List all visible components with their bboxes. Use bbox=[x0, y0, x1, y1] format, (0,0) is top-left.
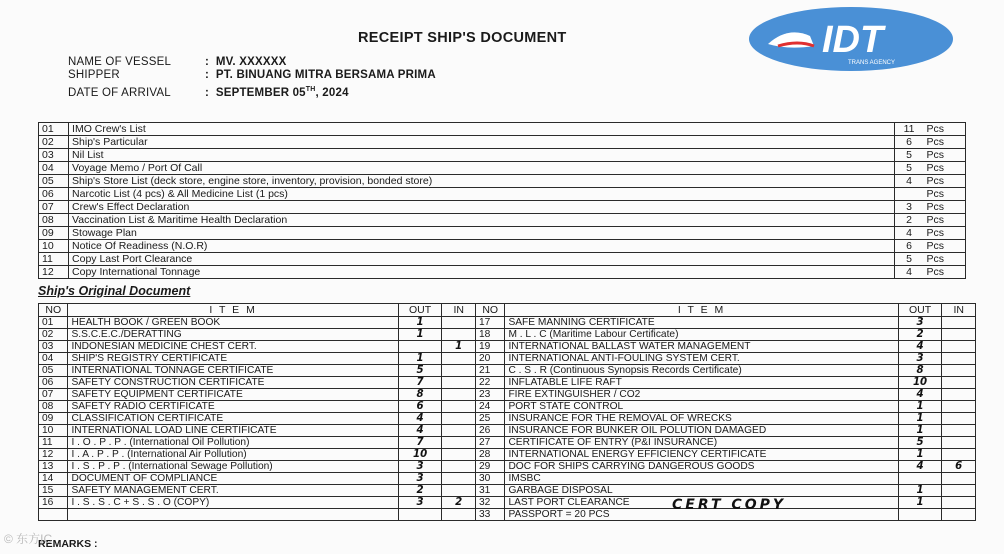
row-in-2 bbox=[942, 473, 976, 485]
row-in bbox=[442, 473, 476, 485]
row-in-2 bbox=[942, 341, 976, 353]
row-item-2: FIRE EXTINGUISHER / CO2 bbox=[505, 389, 898, 401]
row-in bbox=[442, 353, 476, 365]
original-doc-row bbox=[39, 449, 976, 461]
row-out-2: 4 bbox=[898, 461, 942, 473]
row-item bbox=[68, 509, 398, 521]
row-item-2: LAST PORT CLEARANCE bbox=[505, 497, 898, 509]
row-no-2: 26 bbox=[475, 425, 504, 437]
row-out: 1 bbox=[398, 353, 442, 365]
row-out-2: 5 bbox=[898, 437, 942, 449]
row-no: 11 bbox=[39, 437, 68, 449]
row-qty: 6 bbox=[894, 240, 924, 253]
row-item-2: INSURANCE FOR THE REMOVAL OF WRECKS bbox=[505, 413, 898, 425]
crew-doc-row bbox=[39, 266, 966, 279]
row-no-2: 30 bbox=[475, 473, 504, 485]
row-out-2: 1 bbox=[898, 401, 942, 413]
row-no-2: 21 bbox=[475, 365, 504, 377]
vessel-label: NAME OF VESSEL bbox=[68, 56, 172, 68]
row-out: 2 bbox=[398, 485, 442, 497]
row-no: 03 bbox=[39, 341, 68, 353]
original-doc-row bbox=[39, 497, 976, 509]
row-unit: Pcs bbox=[924, 266, 966, 279]
row-out-2: 1 bbox=[898, 413, 942, 425]
row-out-2: 1 bbox=[898, 485, 942, 497]
arrival-value: SEPTEMBER 05TH, 2024 bbox=[215, 86, 349, 99]
row-item: Notice Of Readiness (N.O.R) bbox=[69, 240, 894, 253]
original-doc-row bbox=[39, 317, 976, 329]
row-no: 10 bbox=[39, 425, 68, 437]
original-doc-row bbox=[39, 329, 976, 341]
row-in-2 bbox=[942, 425, 976, 437]
col-item: I T E M bbox=[68, 304, 398, 317]
crew-doc-row bbox=[39, 253, 966, 266]
row-out: 1 bbox=[398, 329, 442, 341]
col-out: OUT bbox=[398, 304, 442, 317]
row-no-2: 32 bbox=[475, 497, 504, 509]
original-doc-row bbox=[39, 365, 976, 377]
watermark: © 东方IC bbox=[4, 532, 53, 546]
row-out-2: 1 bbox=[898, 497, 942, 509]
row-no: 01 bbox=[39, 317, 68, 329]
row-out: 3 bbox=[398, 461, 442, 473]
row-unit: Pcs bbox=[924, 240, 966, 253]
row-qty: 3 bbox=[894, 201, 924, 214]
crew-doc-row bbox=[39, 123, 966, 136]
row-item-2: GARBAGE DISPOSAL bbox=[505, 485, 898, 497]
row-no: 08 bbox=[39, 214, 69, 227]
row-unit: Pcs bbox=[924, 162, 966, 175]
col-in: IN bbox=[442, 304, 476, 317]
page-title: RECEIPT SHIP'S DOCUMENT bbox=[358, 30, 567, 46]
row-no: 12 bbox=[39, 266, 69, 279]
row-qty: 5 bbox=[894, 253, 924, 266]
row-in bbox=[442, 437, 476, 449]
row-item: Voyage Memo / Port Of Call bbox=[69, 162, 894, 175]
row-in-2 bbox=[942, 401, 976, 413]
row-in bbox=[442, 413, 476, 425]
original-doc-row bbox=[39, 461, 976, 473]
row-no: 04 bbox=[39, 162, 69, 175]
row-item-2: INSURANCE FOR BUNKER OIL POLUTION DAMAGED bbox=[505, 425, 898, 437]
original-docs-title: Ship's Original Document bbox=[38, 284, 191, 298]
row-no: 02 bbox=[39, 136, 69, 149]
row-item: SAFETY RADIO CERTIFICATE bbox=[68, 401, 398, 413]
row-in bbox=[442, 461, 476, 473]
crew-doc-row bbox=[39, 227, 966, 240]
row-out-2: 1 bbox=[898, 425, 942, 437]
shipper-line: SHIPPER : PT. BINUANG MITRA BERSAMA PRIMA bbox=[68, 69, 436, 81]
row-item-2: IMSBC bbox=[505, 473, 898, 485]
original-doc-row bbox=[39, 401, 976, 413]
row-out: 10 bbox=[398, 449, 442, 461]
row-in: 2 bbox=[442, 497, 476, 509]
row-out: 3 bbox=[398, 497, 442, 509]
original-doc-row bbox=[39, 473, 976, 485]
arrival-label: DATE OF ARRIVAL bbox=[68, 86, 171, 99]
row-no-2: 28 bbox=[475, 449, 504, 461]
row-in bbox=[442, 329, 476, 341]
row-unit: Pcs bbox=[924, 175, 966, 188]
row-unit: Pcs bbox=[924, 253, 966, 266]
row-item: I . O . P . P . (International Oil Pollution) bbox=[68, 437, 398, 449]
row-unit: Pcs bbox=[924, 188, 966, 201]
crew-documents-table bbox=[38, 122, 966, 279]
row-qty: 5 bbox=[894, 149, 924, 162]
row-item: Copy Last Port Clearance bbox=[69, 253, 894, 266]
row-item: SAFETY CONSTRUCTION CERTIFICATE bbox=[68, 377, 398, 389]
row-item-2: M . L . C (Maritime Labour Certificate) bbox=[505, 329, 898, 341]
row-out-2: 8 bbox=[898, 365, 942, 377]
row-item: Nil List bbox=[69, 149, 894, 162]
row-no: 07 bbox=[39, 389, 68, 401]
row-in bbox=[442, 377, 476, 389]
original-doc-row bbox=[39, 509, 976, 521]
arrival-line: DATE OF ARRIVAL : SEPTEMBER 05TH, 2024 bbox=[68, 86, 349, 99]
row-out bbox=[398, 341, 442, 353]
row-unit: Pcs bbox=[924, 123, 966, 136]
row-in bbox=[442, 425, 476, 437]
row-in-2 bbox=[942, 497, 976, 509]
row-no-2: 25 bbox=[475, 413, 504, 425]
row-out: 4 bbox=[398, 413, 442, 425]
row-item: Vaccination List & Maritime Health Declaration bbox=[69, 214, 894, 227]
row-item: INTERNATIONAL TONNAGE CERTIFICATE bbox=[68, 365, 398, 377]
row-no-2: 18 bbox=[475, 329, 504, 341]
row-no-2: 31 bbox=[475, 485, 504, 497]
handwritten-note: CERT COPY bbox=[672, 497, 786, 513]
row-item: HEALTH BOOK / GREEN BOOK bbox=[68, 317, 398, 329]
row-unit: Pcs bbox=[924, 227, 966, 240]
row-item: Narcotic List (4 pcs) & All Medicine List (1 pcs) bbox=[69, 188, 894, 201]
row-item-2: CERTIFICATE OF ENTRY (P&I INSURANCE) bbox=[505, 437, 898, 449]
row-item: DOCUMENT OF COMPLIANCE bbox=[68, 473, 398, 485]
row-out: 1 bbox=[398, 317, 442, 329]
row-unit: Pcs bbox=[924, 136, 966, 149]
row-unit: Pcs bbox=[924, 201, 966, 214]
shipper-label: SHIPPER bbox=[68, 69, 120, 81]
row-no-2: 17 bbox=[475, 317, 504, 329]
row-in bbox=[442, 509, 476, 521]
row-item: CLASSIFICATION CERTIFICATE bbox=[68, 413, 398, 425]
row-item: Stowage Plan bbox=[69, 227, 894, 240]
row-item-2: PASSPORT = 20 PCS bbox=[505, 509, 898, 521]
row-out-2 bbox=[898, 509, 942, 521]
row-item-2: INTERNATIONAL BALLAST WATER MANAGEMENT bbox=[505, 341, 898, 353]
row-no: 06 bbox=[39, 377, 68, 389]
row-out-2 bbox=[898, 473, 942, 485]
row-no: 08 bbox=[39, 401, 68, 413]
row-no: 02 bbox=[39, 329, 68, 341]
row-out: 5 bbox=[398, 365, 442, 377]
row-no: 11 bbox=[39, 253, 69, 266]
logo-subtext: TRANS AGENCY bbox=[848, 60, 896, 66]
row-qty: 4 bbox=[894, 266, 924, 279]
row-item: I . S . P . P . (International Sewage Pollution) bbox=[68, 461, 398, 473]
crew-doc-row bbox=[39, 175, 966, 188]
row-in bbox=[442, 365, 476, 377]
row-in-2 bbox=[942, 449, 976, 461]
row-no-2: 23 bbox=[475, 389, 504, 401]
row-out: 7 bbox=[398, 377, 442, 389]
row-out-2: 3 bbox=[898, 317, 942, 329]
row-unit: Pcs bbox=[924, 149, 966, 162]
row-item-2: INFLATABLE LIFE RAFT bbox=[505, 377, 898, 389]
row-out-2: 1 bbox=[898, 449, 942, 461]
row-no: 06 bbox=[39, 188, 69, 201]
row-no: 10 bbox=[39, 240, 69, 253]
row-item: Ship's Particular bbox=[69, 136, 894, 149]
row-qty: 5 bbox=[894, 162, 924, 175]
row-out: 6 bbox=[398, 401, 442, 413]
row-in-2 bbox=[942, 413, 976, 425]
crew-doc-row bbox=[39, 188, 966, 201]
row-item: SAFETY MANAGEMENT CERT. bbox=[68, 485, 398, 497]
row-no: 09 bbox=[39, 413, 68, 425]
row-in bbox=[442, 485, 476, 497]
original-doc-row bbox=[39, 485, 976, 497]
row-in-2 bbox=[942, 317, 976, 329]
row-no-2: 33 bbox=[475, 509, 504, 521]
row-in: 1 bbox=[442, 341, 476, 353]
row-no-2: 24 bbox=[475, 401, 504, 413]
row-in-2 bbox=[942, 485, 976, 497]
row-in bbox=[442, 401, 476, 413]
col-no: NO bbox=[39, 304, 68, 317]
row-in-2 bbox=[942, 389, 976, 401]
row-item: SAFETY EQUIPMENT CERTIFICATE bbox=[68, 389, 398, 401]
row-unit: Pcs bbox=[924, 214, 966, 227]
row-no-2: 27 bbox=[475, 437, 504, 449]
row-no: 05 bbox=[39, 175, 69, 188]
row-no: 07 bbox=[39, 201, 69, 214]
row-item: SHIP'S REGISTRY CERTIFICATE bbox=[68, 353, 398, 365]
logo-text: IDT bbox=[822, 19, 884, 61]
original-doc-row bbox=[39, 437, 976, 449]
row-item-2: DOC FOR SHIPS CARRYING DANGEROUS GOODS bbox=[505, 461, 898, 473]
row-no: 09 bbox=[39, 227, 69, 240]
row-item: Crew's Effect Declaration bbox=[69, 201, 894, 214]
row-no: 12 bbox=[39, 449, 68, 461]
row-item: S.S.C.E.C./DERATTING bbox=[68, 329, 398, 341]
row-in-2 bbox=[942, 353, 976, 365]
col-out-2: OUT bbox=[898, 304, 942, 317]
row-item: INDONESIAN MEDICINE CHEST CERT. bbox=[68, 341, 398, 353]
row-in-2 bbox=[942, 377, 976, 389]
row-no: 01 bbox=[39, 123, 69, 136]
row-in-2 bbox=[942, 365, 976, 377]
row-out-2: 4 bbox=[898, 389, 942, 401]
row-out bbox=[398, 509, 442, 521]
row-no-2: 22 bbox=[475, 377, 504, 389]
row-qty: 2 bbox=[894, 214, 924, 227]
row-item-2: PORT STATE CONTROL bbox=[505, 401, 898, 413]
vessel-value: MV. XXXXXX bbox=[215, 56, 287, 68]
crew-doc-row bbox=[39, 162, 966, 175]
row-in bbox=[442, 389, 476, 401]
row-qty: 11 bbox=[894, 123, 924, 136]
crew-doc-row bbox=[39, 201, 966, 214]
row-in bbox=[442, 449, 476, 461]
crew-doc-row bbox=[39, 240, 966, 253]
row-no-2: 19 bbox=[475, 341, 504, 353]
row-in-2: 6 bbox=[942, 461, 976, 473]
col-no-2: NO bbox=[475, 304, 504, 317]
row-in-2 bbox=[942, 437, 976, 449]
row-no: 15 bbox=[39, 485, 68, 497]
col-item-2: I T E M bbox=[505, 304, 898, 317]
row-no-2: 20 bbox=[475, 353, 504, 365]
row-qty: 6 bbox=[894, 136, 924, 149]
row-out: 4 bbox=[398, 425, 442, 437]
original-doc-row bbox=[39, 341, 976, 353]
row-out-2: 10 bbox=[898, 377, 942, 389]
row-no bbox=[39, 509, 68, 521]
row-in-2 bbox=[942, 329, 976, 341]
row-no: 05 bbox=[39, 365, 68, 377]
row-item: I . A . P . P . (International Air Pollution) bbox=[68, 449, 398, 461]
original-documents-table bbox=[38, 303, 976, 521]
row-item: Copy International Tonnage bbox=[69, 266, 894, 279]
row-item-2: INTERNATIONAL ANTI-FOULING SYSTEM CERT. bbox=[505, 353, 898, 365]
original-doc-row bbox=[39, 389, 976, 401]
row-item-2: C . S . R (Continuous Synopsis Records Certificate) bbox=[505, 365, 898, 377]
row-item-2: SAFE MANNING CERTIFICATE bbox=[505, 317, 898, 329]
company-logo bbox=[748, 6, 954, 72]
row-no-2: 29 bbox=[475, 461, 504, 473]
row-out-2: 3 bbox=[898, 353, 942, 365]
original-doc-row bbox=[39, 413, 976, 425]
original-doc-row bbox=[39, 353, 976, 365]
crew-doc-row bbox=[39, 136, 966, 149]
row-qty: 4 bbox=[894, 175, 924, 188]
row-qty bbox=[894, 188, 924, 201]
row-qty: 4 bbox=[894, 227, 924, 240]
row-out: 7 bbox=[398, 437, 442, 449]
crew-doc-row bbox=[39, 149, 966, 162]
row-no: 16 bbox=[39, 497, 68, 509]
col-in-2: IN bbox=[942, 304, 976, 317]
row-item: INTERNATIONAL LOAD LINE CERTIFICATE bbox=[68, 425, 398, 437]
vessel-line: NAME OF VESSEL : MV. XXXXXX bbox=[68, 56, 287, 68]
row-item: I . S . S . C + S . S . O (COPY) bbox=[68, 497, 398, 509]
row-no: 03 bbox=[39, 149, 69, 162]
remarks-label: REMARKS : bbox=[38, 538, 98, 550]
original-doc-row bbox=[39, 377, 976, 389]
row-out-2: 2 bbox=[898, 329, 942, 341]
original-doc-row bbox=[39, 425, 976, 437]
row-out: 3 bbox=[398, 473, 442, 485]
row-item: Ship's Store List (deck store, engine store, inventory, provision, bonded store) bbox=[69, 175, 894, 188]
crew-doc-row bbox=[39, 214, 966, 227]
row-item-2: INTERNATIONAL ENERGY EFFICIENCY CERTIFICATE bbox=[505, 449, 898, 461]
row-in-2 bbox=[942, 509, 976, 521]
row-item: IMO Crew's List bbox=[69, 123, 894, 136]
row-in bbox=[442, 317, 476, 329]
row-no: 13 bbox=[39, 461, 68, 473]
row-no: 14 bbox=[39, 473, 68, 485]
row-no: 04 bbox=[39, 353, 68, 365]
row-out: 8 bbox=[398, 389, 442, 401]
row-out-2: 4 bbox=[898, 341, 942, 353]
shipper-value: PT. BINUANG MITRA BERSAMA PRIMA bbox=[215, 69, 436, 81]
